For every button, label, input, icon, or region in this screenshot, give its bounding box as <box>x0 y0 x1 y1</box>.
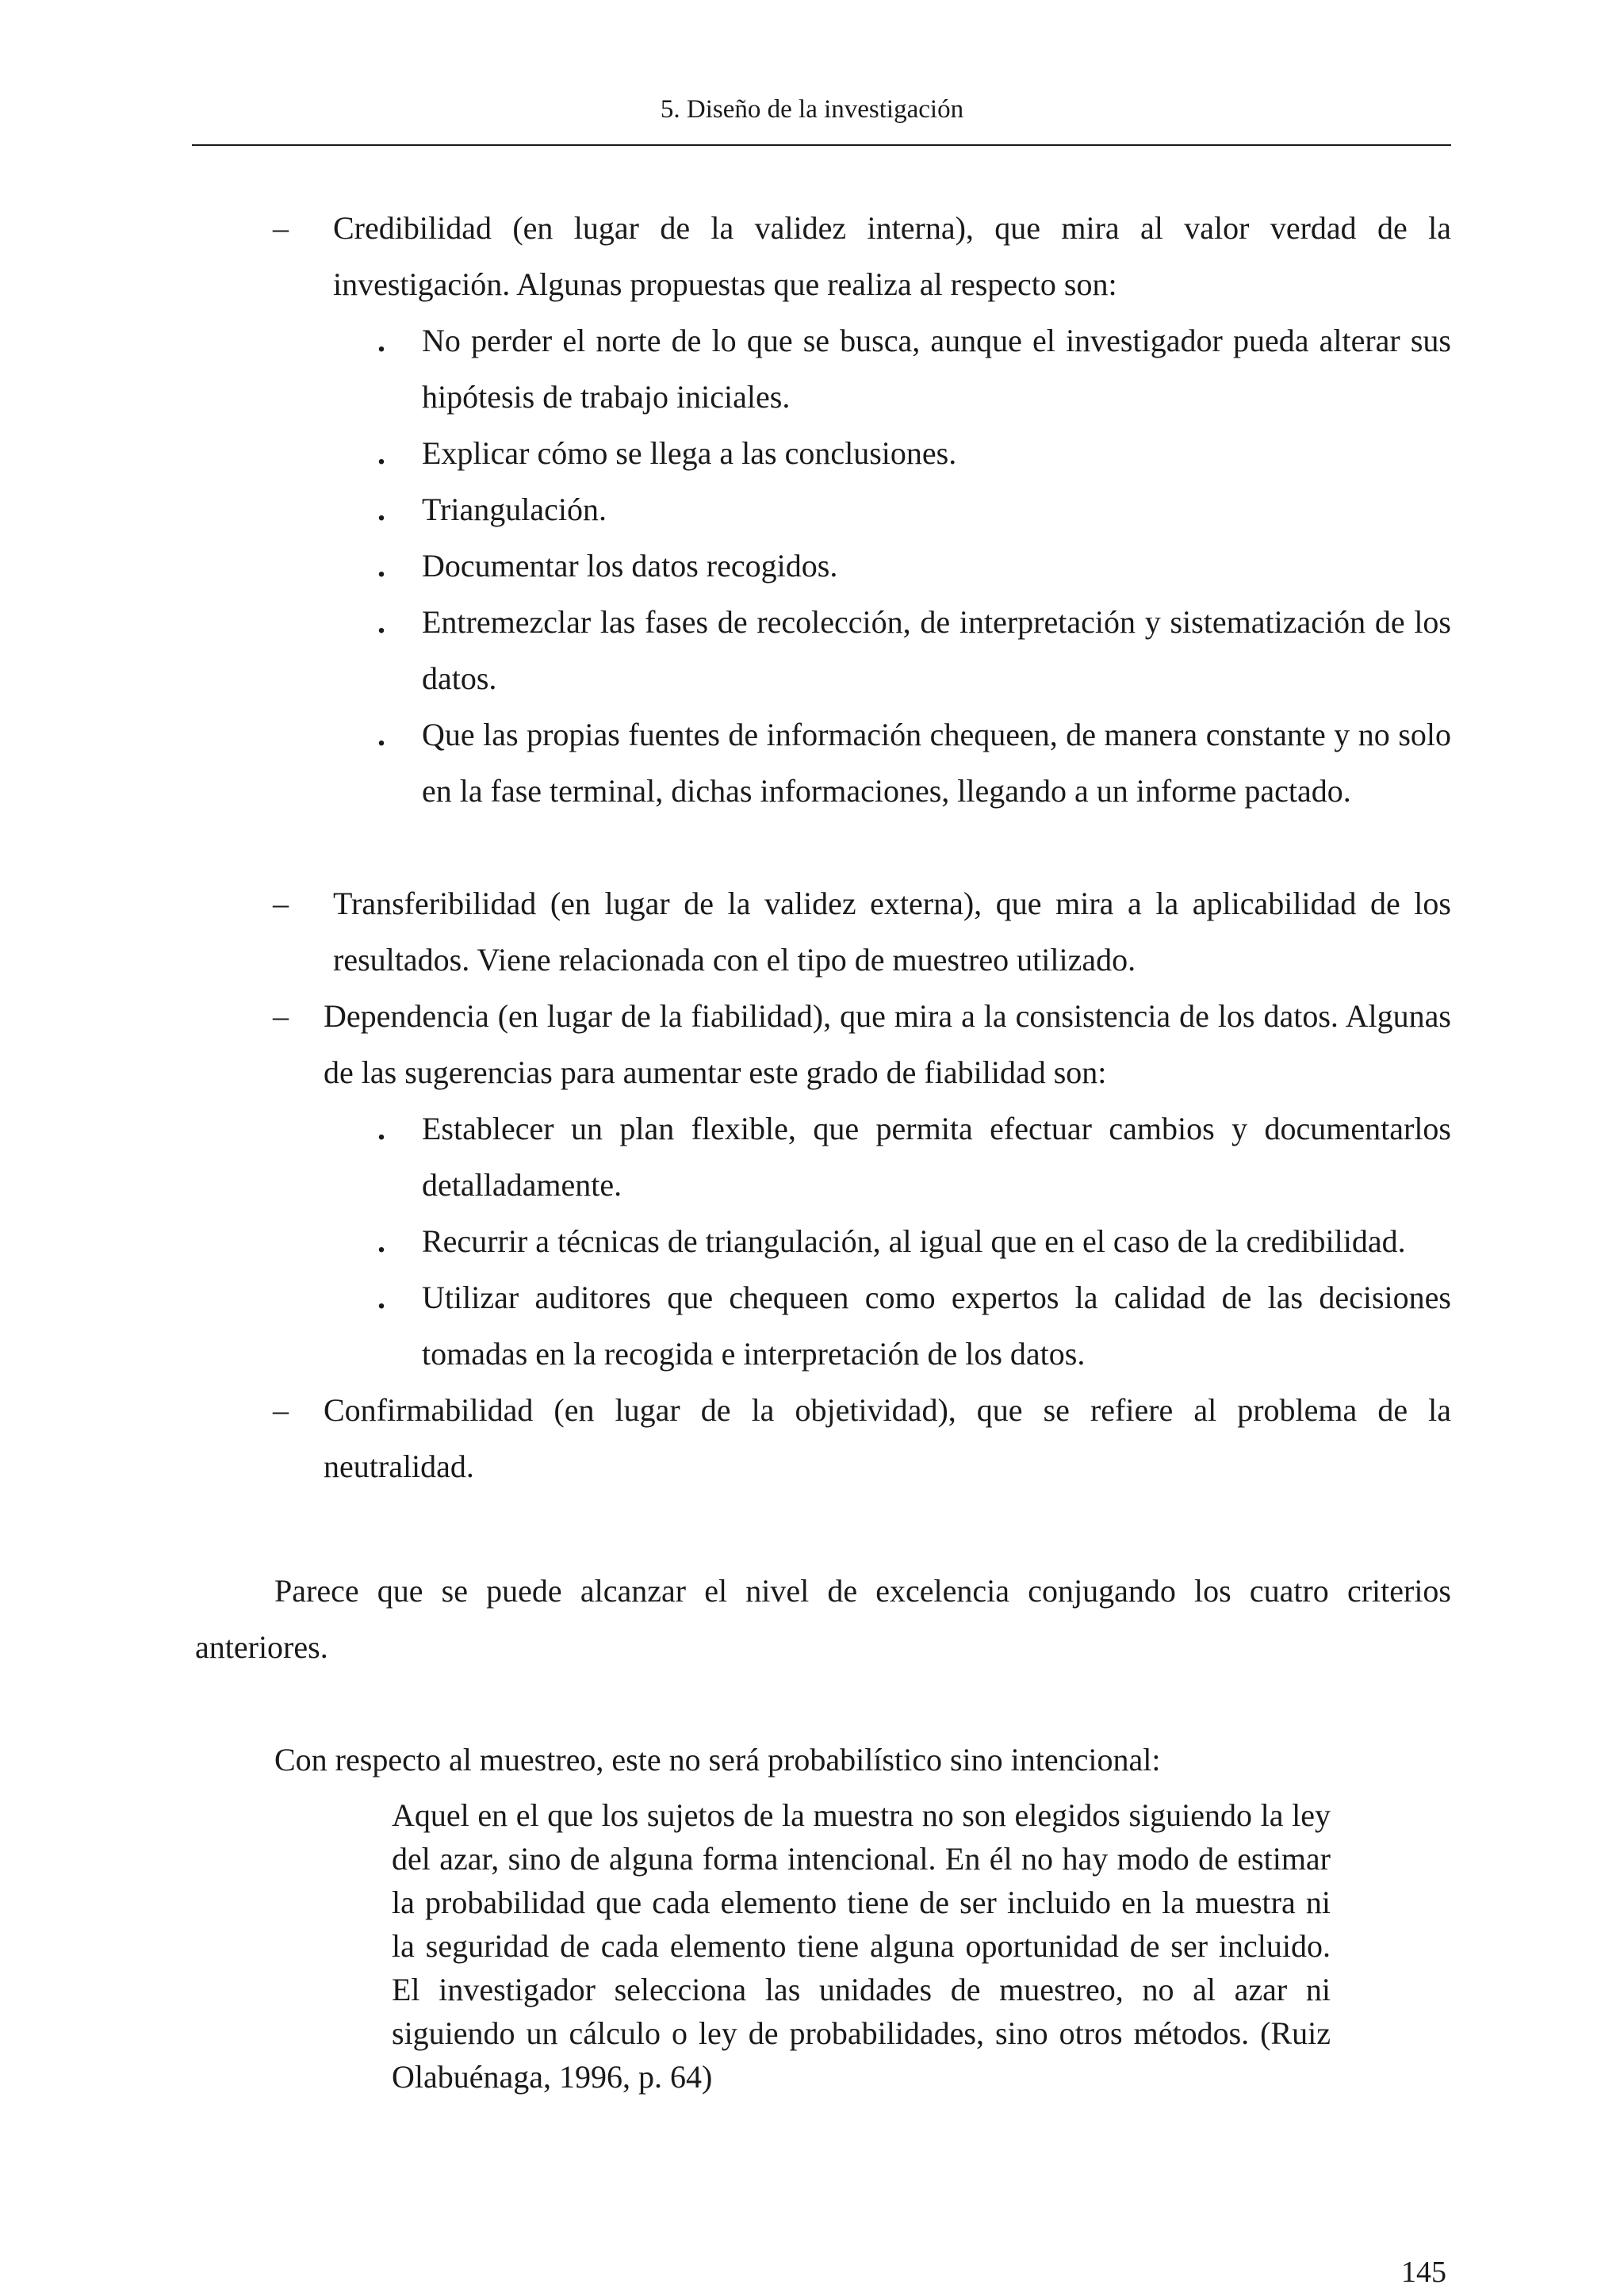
sub-item: No perder el norte de lo que se busca, aunque el investigador pueda alterar sus hipótesis de trabajo iniciales. <box>422 323 1451 415</box>
list-item-dash: – <box>273 998 289 1034</box>
sub-item-bullet: . <box>377 323 385 358</box>
block-quote: Aquel en el que los sujetos de la muestra no son elegidos siguiendo la ley del azar, sino de alguna forma intencional. En él no hay modo de estimar la probabilidad que cada elemento tiene de ser incluido en la muestra ni la seguridad de cada elemento tiene alguna oportunidad de ser incluido. El investigador selecciona las unidades de muestreo, no al azar ni siguiendo un cálculo o ley de probabilidades, sino otros métodos. (Ruiz Olabuénaga, 1996, p. 64) <box>392 1797 1331 2095</box>
list-item-credibilidad: Credibilidad (en lugar de la validez interna), que mira al valor verdad de la investigación. Algunas propuestas que realiza al respecto son: <box>333 210 1451 302</box>
list-item-confirmabilidad: Confirmabilidad (en lugar de la objetividad), que se refiere al problema de la neutralidad. <box>324 1392 1451 1484</box>
list-item-transferibilidad: Transferibilidad (en lugar de la validez externa), que mira a la aplicabilidad de los resultados. Viene relacionada con el tipo de muestreo utilizado. <box>333 886 1451 978</box>
sub-item: Utilizar auditores que chequeen como expertos la calidad de las decisiones tomadas en la recogida e interpretación de los datos. <box>422 1280 1451 1372</box>
sub-item-bullet: . <box>377 492 385 527</box>
sub-item: Documentar los datos recogidos. <box>422 548 838 584</box>
list-item-dash: – <box>273 1392 289 1428</box>
sub-item-bullet: . <box>377 435 385 471</box>
sub-item-bullet: . <box>377 604 385 640</box>
sub-item: Establecer un plan flexible, que permita efectuar cambios y documentarlos detalladamente. <box>422 1111 1451 1203</box>
body-paragraph: Con respecto al muestreo, este no será probabilístico sino intencional: <box>274 1742 1161 1777</box>
sub-item: Recurrir a técnicas de triangulación, al igual que en el caso de la credibilidad. <box>422 1223 1406 1259</box>
sub-item: Explicar cómo se llega a las conclusiones. <box>422 435 957 471</box>
list-item-dash: – <box>273 210 289 246</box>
sub-item: Triangulación. <box>422 492 607 527</box>
header-rule <box>192 144 1451 146</box>
body-paragraph: Parece que se puede alcanzar el nivel de excelencia conjugando los cuatro criterios anteriores. <box>195 1573 1451 1665</box>
list-item-dependencia: Dependencia (en lugar de la fiabilidad), que mira a la consistencia de los datos. Algunas de las sugerencias para aumentar este grado de fiabilidad son: <box>324 998 1451 1090</box>
sub-item-bullet: . <box>377 1223 385 1259</box>
sub-item-bullet: . <box>377 548 385 584</box>
sub-item: Que las propias fuentes de información chequeen, de manera constante y no solo en la fase terminal, dichas informaciones, llegando a un informe pactado. <box>422 717 1451 809</box>
sub-item-bullet: . <box>377 1280 385 1315</box>
running-header: 5. Diseño de la investigación <box>660 95 964 124</box>
sub-item-bullet: . <box>377 1111 385 1146</box>
list-item-dash: – <box>273 886 289 921</box>
page-number: 145 <box>1401 2256 1446 2289</box>
sub-item-bullet: . <box>377 717 385 752</box>
sub-item: Entremezclar las fases de recolección, de interpretación y sistematización de los datos. <box>422 604 1451 696</box>
